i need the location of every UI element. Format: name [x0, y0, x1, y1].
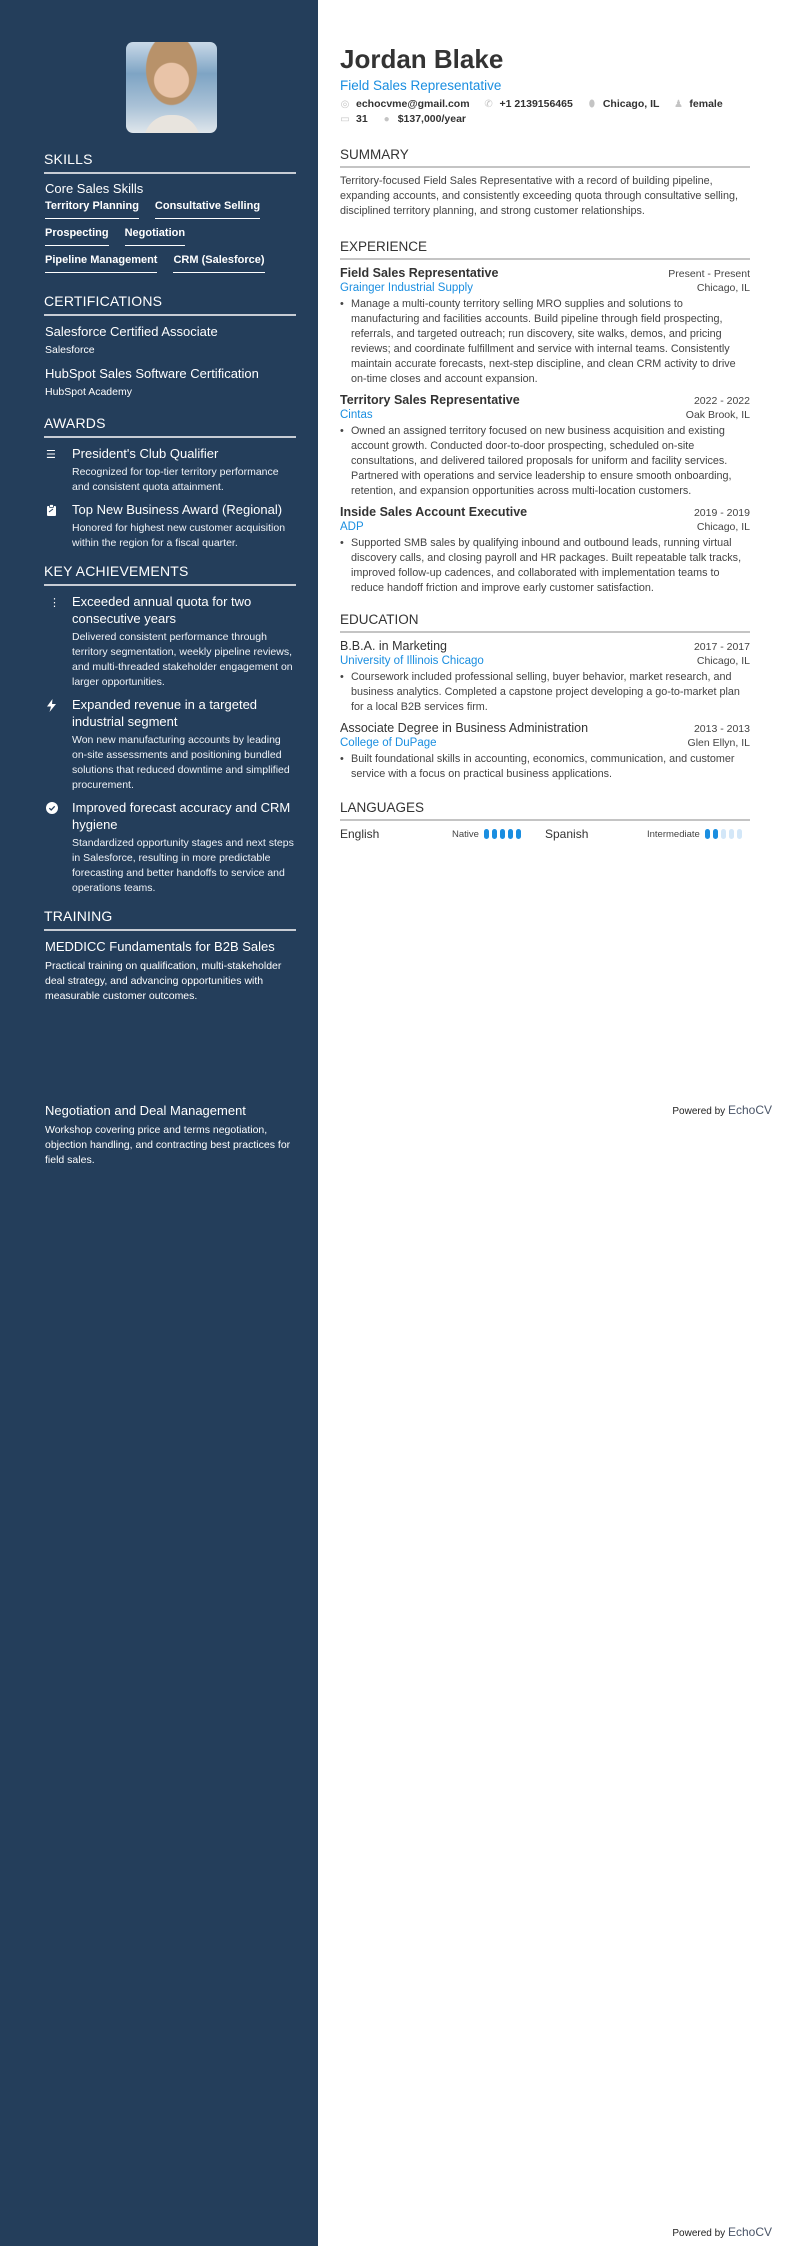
person-icon: ♟	[673, 98, 683, 110]
experience-section	[340, 239, 750, 596]
candidate-name: Jordan Blake	[340, 44, 504, 74]
company-name[interactable]: Cintas	[340, 409, 373, 421]
echocv-brand-link[interactable]: EchoCV	[727, 2225, 772, 2239]
degree-title: Associate Degree in Business Administration	[340, 721, 589, 735]
skills-list	[44, 200, 296, 281]
contact-location: ⬮ Chicago, IL	[588, 98, 660, 110]
skill-tag: Negotiation	[125, 227, 186, 246]
education-dates: 2013 - 2013	[693, 723, 750, 735]
training-description: Workshop covering price and terms negotiation, objection handling, and contracting best practices for field sales.	[45, 1124, 291, 1166]
training-heading: TRAINING	[44, 908, 296, 931]
powered-by-footer: Powered by EchoCV	[672, 1103, 772, 1117]
skill-tag: Prospecting	[45, 227, 109, 246]
certification-item	[45, 323, 296, 359]
awards-section	[44, 415, 296, 551]
contact-age: ▭ 31	[340, 113, 368, 125]
main-content	[340, 44, 750, 841]
school-name[interactable]: University of Illinois Chicago	[340, 655, 484, 667]
achievements-section	[44, 563, 296, 896]
certification-org: HubSpot Academy	[45, 386, 132, 398]
experience-item	[340, 505, 750, 596]
certifications-section	[44, 293, 296, 401]
job-title: Field Sales Representative	[340, 266, 499, 280]
skill-tag: CRM (Salesforce)	[173, 254, 264, 273]
rating-dot	[492, 829, 497, 839]
certifications-heading: CERTIFICATIONS	[44, 293, 296, 316]
skill-tag: Territory Planning	[45, 200, 139, 219]
candidate-title: Field Sales Representative	[340, 78, 502, 93]
award-description: Recognized for top-tier territory performance and consistent quota attainment.	[72, 466, 279, 493]
language-item	[545, 827, 750, 841]
job-dates: Present - Present	[668, 268, 750, 280]
language-level: Intermediate	[647, 828, 700, 840]
education-item	[340, 721, 750, 782]
training-item	[45, 938, 296, 1004]
rating-dot	[713, 829, 718, 839]
contact-salary: ● $137,000/year	[383, 113, 467, 125]
certification-org: Salesforce	[45, 344, 95, 356]
calendar-icon: ▭	[340, 113, 350, 125]
achievement-item	[44, 799, 296, 896]
salary-icon: ●	[383, 113, 390, 125]
language-name: English	[340, 827, 380, 841]
contact-email[interactable]: ◎ echocvme@gmail.com	[340, 98, 470, 110]
job-title: Territory Sales Representative	[340, 393, 520, 407]
achievement-description: Won new manufacturing accounts by leading on-site assessments and positioning bundled solutions that reduced downtime and simplified procurement.	[72, 734, 290, 791]
certification-name: Salesforce Certified Associate	[45, 324, 218, 339]
check-circle-icon	[44, 799, 72, 896]
degree-title: B.B.A. in Marketing	[340, 639, 447, 653]
sidebar	[0, 0, 318, 2246]
education-heading: EDUCATION	[340, 612, 750, 633]
skill-group-title: Core Sales Skills	[45, 181, 144, 196]
school-location: Chicago, IL	[696, 655, 750, 667]
achievement-description: Standardized opportunity stages and next steps in Salesforce, resulting in more predictable forecasting and better handoffs to service and operations teams.	[72, 837, 294, 894]
skill-tag: Pipeline Management	[45, 254, 157, 273]
certification-item	[45, 365, 296, 401]
award-item	[44, 501, 296, 551]
achievements-heading: KEY ACHIEVEMENTS	[44, 563, 296, 586]
vertical-dots-icon: ⋮	[49, 597, 60, 609]
job-dates: 2019 - 2019	[693, 507, 750, 519]
school-location: Glen Ellyn, IL	[687, 737, 750, 749]
achievement-title: Improved forecast accuracy and CRM hygiene	[72, 800, 291, 832]
language-rating	[484, 829, 521, 839]
certification-name: HubSpot Sales Software Certification	[45, 366, 259, 381]
rating-dot	[737, 829, 742, 839]
job-location: Oak Brook, IL	[685, 409, 750, 421]
rating-dot	[484, 829, 489, 839]
school-name[interactable]: College of DuPage	[340, 737, 437, 749]
rating-dot	[721, 829, 726, 839]
training-item	[45, 1102, 296, 1168]
summary-heading: SUMMARY	[340, 147, 750, 168]
lightning-icon	[44, 696, 72, 793]
language-name: Spanish	[545, 827, 589, 841]
language-rating	[705, 829, 742, 839]
language-level: Native	[452, 828, 479, 840]
languages-list	[340, 827, 750, 841]
experience-item	[340, 393, 750, 499]
job-dates: 2022 - 2022	[693, 395, 750, 407]
rating-dot	[500, 829, 505, 839]
awards-heading: AWARDS	[44, 415, 296, 438]
education-dates: 2017 - 2017	[693, 641, 750, 653]
skill-tag: Consultative Selling	[155, 200, 260, 219]
award-title: President's Club Qualifier	[72, 446, 219, 461]
achievement-title: Expanded revenue in a targeted industrial segment	[72, 697, 258, 729]
experience-item	[340, 266, 750, 387]
location-pin-icon: ⬮	[588, 98, 595, 110]
rating-dot	[508, 829, 513, 839]
company-name[interactable]: Grainger Industrial Supply	[340, 282, 473, 294]
rating-dot	[705, 829, 710, 839]
clipboard-icon	[44, 501, 72, 551]
achievement-item	[44, 593, 296, 690]
phone-icon: ✆	[484, 98, 493, 110]
company-name[interactable]: ADP	[340, 521, 364, 533]
job-bullet: • Supported SMB sales by qualifying inbound and outbound leads, running virtual discovery calls, and closing payroll and HR packages. Built repeatable talk tracks, improved follow-up cadences, and collaborated with implementation teams to reduce handoff friction and improve early customer satisfaction.	[340, 536, 750, 596]
training-description: Practical training on qualification, multi-stakeholder deal strategy, and advancing opportunities with measurable customer outcomes.	[45, 960, 282, 1002]
contact-gender: ♟ female	[673, 98, 723, 110]
job-bullet: • Manage a multi-county territory selling MRO supplies and solutions to manufacturing and facilities accounts. Build pipeline through field prospecting, referrals, and targeted outreach; run discovery, site walks, demos, and pricing reviews; and coordinate fulfillment and service with internal teams. Consistently maintain accurate forecasts, next-step discipline, and clean CRM activity to drive on-time closes and account expansion.	[340, 297, 750, 387]
award-item	[44, 445, 296, 495]
achievement-description: Delivered consistent performance through territory segmentation, weekly pipeline reviews, and multi-threaded stakeholder engagement on larger opportunities.	[72, 631, 293, 688]
languages-section	[340, 800, 750, 841]
training-section	[44, 908, 296, 1168]
language-item	[340, 827, 545, 841]
skills-section	[44, 151, 296, 281]
achievement-title: Exceeded annual quota for two consecutive years	[72, 594, 252, 626]
award-description: Honored for highest new customer acquisition within the region for a fiscal quarter.	[72, 522, 286, 549]
training-title: MEDDICC Fundamentals for B2B Sales	[45, 939, 275, 954]
rating-dot	[729, 829, 734, 839]
award-title: Top New Business Award (Regional)	[72, 502, 283, 517]
profile-photo	[126, 42, 217, 133]
job-location: Chicago, IL	[696, 282, 750, 294]
powered-by-footer: Powered by EchoCV	[672, 2225, 772, 2239]
contact-list	[340, 98, 750, 125]
contact-phone[interactable]: ✆ +1 2139156465	[484, 98, 573, 110]
summary-text: Territory-focused Field Sales Representative with a record of building pipeline, expanding accounts, and consistently exceeding quota through consultative selling, disciplined territory planning, and strong customer relationships.	[340, 175, 738, 217]
lines-icon: ☰	[46, 449, 56, 461]
education-item	[340, 639, 750, 715]
education-section	[340, 612, 750, 782]
training-title: Negotiation and Deal Management	[45, 1103, 246, 1118]
experience-heading: EXPERIENCE	[340, 239, 750, 260]
achievement-item	[44, 696, 296, 793]
echocv-brand-link[interactable]: EchoCV	[727, 1103, 772, 1117]
education-bullet: • Coursework included professional selling, buyer behavior, market research, and business analytics. Completed a capstone project developing a go-to-market plan for a local B2B services firm.	[340, 670, 750, 715]
at-icon: ◎	[340, 98, 350, 110]
job-title: Inside Sales Account Executive	[340, 505, 528, 519]
education-bullet: • Built foundational skills in accounting, economics, communication, and customer service with a focus on practical business applications.	[340, 752, 750, 782]
skills-heading: SKILLS	[44, 151, 296, 174]
summary-section	[340, 147, 750, 219]
job-location: Chicago, IL	[696, 521, 750, 533]
rating-dot	[516, 829, 521, 839]
job-bullet: • Owned an assigned territory focused on new business acquisition and existing account growth. Conducted door-to-door prospecting, scheduled on-site consultations, and delivered tailored proposals for uniform and facility services. Partnered with operations and service leadership to ensure smooth onboarding, retention, and expansion opportunities across multi-location customers.	[340, 424, 750, 499]
languages-heading: LANGUAGES	[340, 800, 750, 821]
